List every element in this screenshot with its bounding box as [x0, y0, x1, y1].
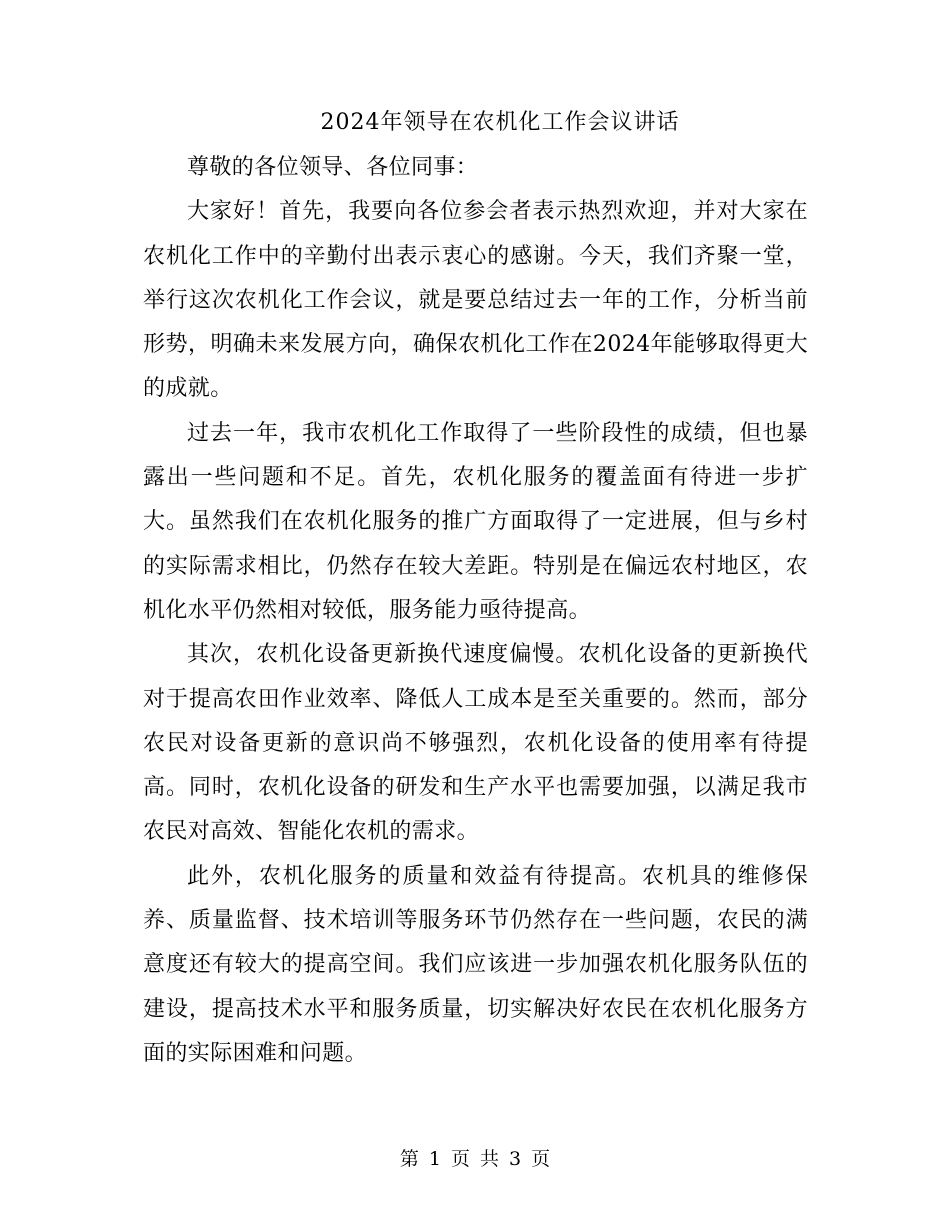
body-paragraph: 此外，农机化服务的质量和效益有待提高。农机具的维修保养、质量监督、技术培训等服务环节仍然存在一些问题，农民的满意度还有较大的提高空间。我们应该进一步加强农机化服务队伍的建设，提高技术水平和服务质量，切实解决好农民在农机化服务方面的实际困难和问题。 — [143, 863, 808, 1066]
page-title: 2024年领导在农机化工作会议讲话 — [320, 110, 680, 135]
body-paragraph: 大家好！首先，我要向各位参会者表示热烈欢迎，并对大家在农机化工作中的辛勤付出表示衷心的感谢。今天，我们齐聚一堂，举行这次农机化工作会议，就是要总结过去一年的工作，分析当前形势，明确未来发展方向，确保农机化工作在2024年能够取得更大的成就。 — [143, 199, 808, 402]
body-paragraph: 其次，农机化设备更新换代速度偏慢。农机化设备的更新换代对于提高农田作业效率、降低人工成本是至关重要的。然而，部分农民对设备更新的意识尚不够强烈，农机化设备的使用率有待提高。同时，农机化设备的研发和生产水平也需要加强，以满足我市农民对高效、智能化农机的需求。 — [143, 642, 808, 845]
page-footer: 第 1 页 共 3 页 — [399, 1148, 551, 1170]
body-paragraph: 过去一年，我市农机化工作取得了一些阶段性的成绩，但也暴露出一些问题和不足。首先，农机化服务的覆盖面有待进一步扩大。虽然我们在农机化服务的推广方面取得了一定进展，但与乡村的实际需求相比，仍然存在较大差距。特别是在偏远农村地区，农机化水平仍然相对较低，服务能力亟待提高。 — [143, 420, 808, 623]
document-body — [143, 146, 808, 1076]
salutation-paragraph: 尊敬的各位领导、各位同事： — [187, 155, 479, 180]
